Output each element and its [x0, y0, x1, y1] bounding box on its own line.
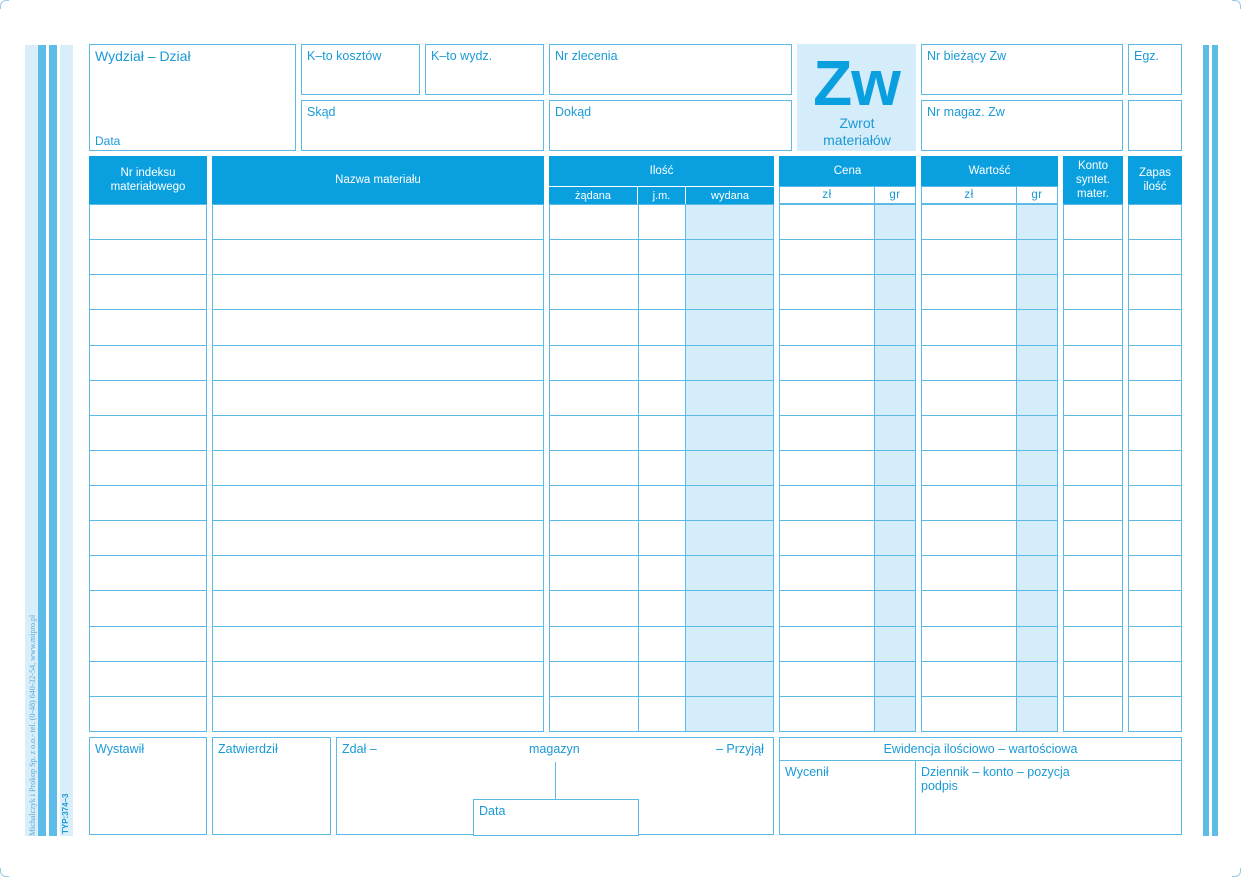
table-row-divider: [212, 520, 544, 521]
table-row-divider: [89, 345, 207, 346]
table-row-divider: [89, 485, 207, 486]
table-row-divider: [212, 626, 544, 627]
registry-title: Ewidencja ilościowo – wartościowa: [883, 742, 1078, 756]
table-row-divider: [779, 274, 916, 275]
table-row-divider: [212, 380, 544, 381]
table-row-divider: [921, 590, 1058, 591]
table-row-divider: [212, 345, 544, 346]
issued-column[interactable]: [685, 204, 774, 732]
table-row-divider: [779, 309, 916, 310]
running-number-label: Nr bieżący Zw: [927, 49, 1007, 63]
table-row-divider: [779, 626, 916, 627]
priced-by-label: Wycenił: [785, 765, 829, 779]
table-row-divider: [921, 239, 1058, 240]
corner-mark: [0, 0, 9, 9]
table-row-divider: [1063, 520, 1123, 521]
table-row-divider: [89, 380, 207, 381]
warehouse-label: magazyn: [529, 742, 580, 756]
table-row-divider: [1063, 274, 1123, 275]
expense-account-label: K–to wydz.: [431, 49, 493, 63]
quantity-header: Ilość: [549, 156, 774, 186]
table-row-divider: [212, 661, 544, 662]
table-row-divider: [1128, 415, 1182, 416]
table-row-divider: [89, 626, 207, 627]
table-row-divider: [549, 485, 774, 486]
table-row-divider: [89, 415, 207, 416]
right-stripe: [1203, 45, 1209, 836]
table-row-divider: [549, 696, 774, 697]
left-stripe: [38, 45, 46, 836]
corner-mark: [1232, 0, 1241, 9]
table-row-divider: [1128, 274, 1182, 275]
table-row-divider: [921, 309, 1058, 310]
table-row-divider: [779, 345, 916, 346]
price-zl-header: zł: [779, 186, 875, 204]
table-row-divider: [1063, 485, 1123, 486]
table-row-divider: [89, 696, 207, 697]
table-row-divider: [89, 555, 207, 556]
material-name-header: Nazwa materiału: [212, 156, 544, 204]
table-row-divider: [921, 696, 1058, 697]
left-stripe: [60, 45, 73, 836]
order-number-label: Nr zlecenia: [555, 49, 618, 63]
form-name: Zwrot materiałów: [823, 115, 891, 148]
table-row-divider: [549, 274, 774, 275]
table-row-divider: [1063, 696, 1123, 697]
table-row-divider: [1128, 239, 1182, 240]
approved-by-label: Zatwierdził: [218, 742, 278, 756]
table-row-divider: [779, 415, 916, 416]
index-number-column[interactable]: [89, 204, 207, 732]
table-row-divider: [921, 555, 1058, 556]
price-gr-header: gr: [874, 186, 916, 204]
account-header: Konto syntet. mater.: [1063, 156, 1123, 204]
unit-header: j.m.: [638, 187, 685, 204]
table-row-divider: [1128, 450, 1182, 451]
table-row-divider: [1063, 380, 1123, 381]
table-row-divider: [1063, 450, 1123, 451]
table-row-divider: [549, 450, 774, 451]
table-row-divider: [1063, 555, 1123, 556]
table-row-divider: [549, 555, 774, 556]
received-label: – Przyjął: [716, 742, 764, 756]
warehouse-number-label: Nr magaz. Zw: [927, 105, 1005, 119]
table-row-divider: [921, 274, 1058, 275]
table-row-divider: [779, 661, 916, 662]
table-row-divider: [212, 274, 544, 275]
table-row-divider: [921, 661, 1058, 662]
table-row-divider: [1128, 555, 1182, 556]
stock-header: Zapas ilość: [1128, 156, 1182, 204]
value-gr-column[interactable]: [1016, 204, 1058, 732]
signature-label: podpis: [921, 779, 958, 793]
extra-field[interactable]: [1128, 100, 1182, 151]
table-row-divider: [549, 590, 774, 591]
table-row-divider: [549, 626, 774, 627]
table-row-divider: [549, 309, 774, 310]
department-label: Wydział – Dział: [95, 48, 191, 64]
table-row-divider: [89, 450, 207, 451]
unit-column[interactable]: [638, 204, 686, 732]
form-symbol: Zw: [813, 47, 900, 119]
table-row-divider: [1063, 626, 1123, 627]
table-row-divider: [89, 309, 207, 310]
table-row-divider: [1063, 239, 1123, 240]
table-row-divider: [779, 590, 916, 591]
table-row-divider: [1063, 661, 1123, 662]
copy-label: Egz.: [1134, 49, 1160, 63]
table-row-divider: [212, 696, 544, 697]
table-row-divider: [549, 415, 774, 416]
table-row-divider: [921, 380, 1058, 381]
table-row-divider: [212, 450, 544, 451]
table-row-divider: [549, 661, 774, 662]
table-row-divider: [779, 520, 916, 521]
table-row-divider: [1063, 345, 1123, 346]
table-row-divider: [1128, 345, 1182, 346]
type-code: TYP:374–3: [61, 793, 70, 834]
table-row-divider: [921, 415, 1058, 416]
table-row-divider: [779, 485, 916, 486]
price-gr-column[interactable]: [874, 204, 916, 732]
cost-account-label: K–to kosztów: [307, 49, 382, 63]
table-row-divider: [1128, 590, 1182, 591]
table-row-divider: [549, 520, 774, 521]
table-row-divider: [921, 345, 1058, 346]
table-row-divider: [212, 555, 544, 556]
account-column[interactable]: [1063, 204, 1123, 732]
handover-date-label: Data: [479, 804, 506, 818]
table-row-divider: [89, 239, 207, 240]
corner-mark: [0, 868, 9, 877]
table-row-divider: [779, 696, 916, 697]
corner-mark: [1232, 868, 1241, 877]
table-row-divider: [89, 274, 207, 275]
table-row-divider: [212, 309, 544, 310]
table-row-divider: [212, 485, 544, 486]
table-row-divider: [212, 239, 544, 240]
table-row-divider: [1128, 696, 1182, 697]
table-row-divider: [1063, 309, 1123, 310]
value-gr-header: gr: [1016, 186, 1058, 204]
value-zl-column[interactable]: [921, 204, 1017, 732]
table-row-divider: [921, 485, 1058, 486]
index-number-header: Nr indeksu materiałowego: [89, 156, 207, 204]
table-row-divider: [212, 415, 544, 416]
requested-column[interactable]: [549, 204, 639, 732]
issued-by-label: Wystawił: [95, 742, 145, 756]
table-row-divider: [1128, 661, 1182, 662]
table-row-divider: [921, 520, 1058, 521]
table-row-divider: [921, 626, 1058, 627]
date-label: Data: [95, 134, 121, 148]
table-row-divider: [1063, 590, 1123, 591]
table-row-divider: [1128, 485, 1182, 486]
table-row-divider: [549, 239, 774, 240]
stock-column[interactable]: [1128, 204, 1182, 732]
table-row-divider: [779, 239, 916, 240]
table-row-divider: [89, 520, 207, 521]
table-row-divider: [921, 450, 1058, 451]
table-row-divider: [1128, 380, 1182, 381]
table-row-divider: [1128, 309, 1182, 310]
issued-header: wydana: [686, 187, 774, 204]
left-stripe: [49, 45, 57, 836]
from-field[interactable]: [301, 100, 544, 151]
table-row-divider: [212, 590, 544, 591]
table-row-divider: [549, 345, 774, 346]
table-row-divider: [89, 661, 207, 662]
price-zl-column[interactable]: [779, 204, 875, 732]
journal-label: Dziennik – konto – pozycja: [921, 765, 1070, 779]
value-header: Wartość: [921, 156, 1058, 186]
handed-label: Zdał –: [342, 742, 377, 756]
table-row-divider: [1128, 520, 1182, 521]
table-row-divider: [779, 555, 916, 556]
publisher-text: Michalczyk i Prokop Sp. z o.o.- tel. (0-48) 640-32-54, www.mipro.pl: [28, 614, 37, 836]
table-row-divider: [779, 450, 916, 451]
value-zl-header: zł: [921, 186, 1017, 204]
price-header: Cena: [779, 156, 916, 186]
table-row-divider: [1063, 415, 1123, 416]
table-row-divider: [779, 380, 916, 381]
table-row-divider: [549, 380, 774, 381]
to-label: Dokąd: [555, 105, 592, 119]
material-name-column[interactable]: [212, 204, 544, 732]
right-stripe: [1212, 45, 1218, 836]
table-row-divider: [1128, 626, 1182, 627]
table-row-divider: [89, 590, 207, 591]
from-label: Skąd: [307, 105, 336, 119]
requested-header: żądana: [549, 187, 637, 204]
divider: [555, 762, 556, 799]
